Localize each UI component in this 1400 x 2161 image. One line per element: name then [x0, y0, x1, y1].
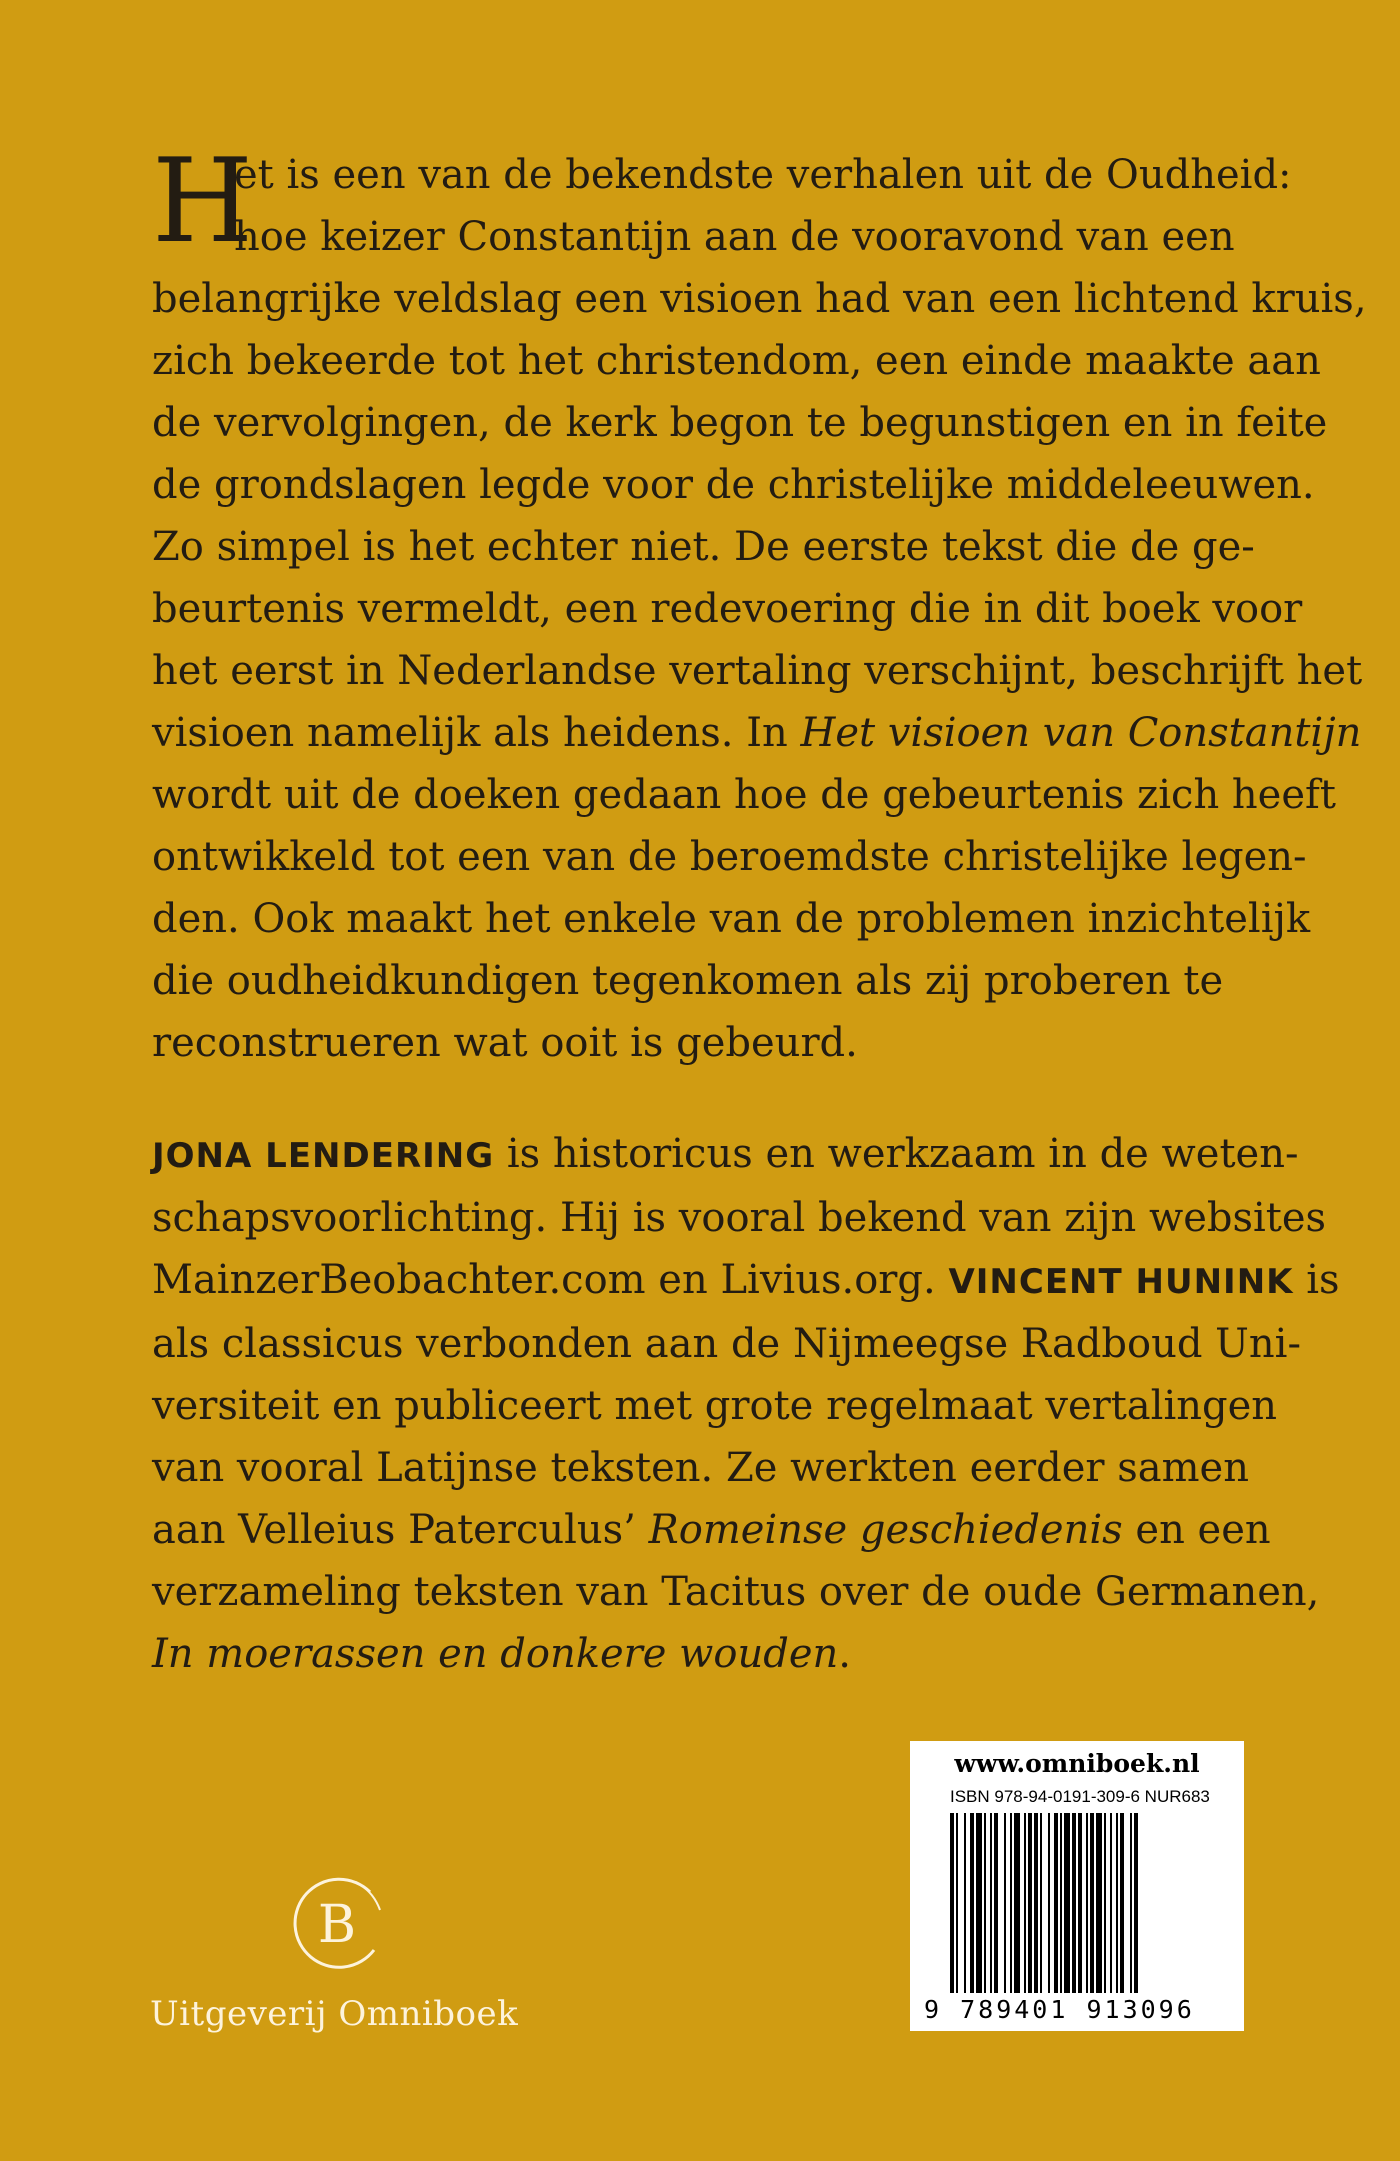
barcode-bar [950, 1813, 954, 1993]
barcode-bar [976, 1813, 982, 1993]
bio-text: is [1293, 1257, 1340, 1303]
barcode-bar [964, 1813, 966, 1993]
blurb-line: hoe keizer Constantijn aan de vooravond van een [234, 214, 1235, 260]
bio-line [152, 1499, 1272, 1561]
bio-line: schapsvoorlichting. Hij is vooral bekend van zijn websites [152, 1195, 1327, 1241]
barcode-bar [1130, 1813, 1132, 1993]
drop-cap: H [152, 134, 254, 269]
blurb-line: et is een van de bekendste verhalen uit de Oudheid: [234, 152, 1292, 198]
barcode-bar [1004, 1813, 1006, 1993]
blurb-line: reconstrueren wat ooit is gebeurd. [152, 1020, 858, 1066]
blurb-line: die oudheidkundigen tegenkomen als zij proberen te [152, 958, 1224, 1004]
barcode-bar [1086, 1813, 1088, 1993]
blurb-line: belangrijke veldslag een visioen had van een lichtend kruis, [152, 276, 1367, 322]
blurb-line: de grondslagen legde voor de christelijke middeleeuwen. [152, 462, 1315, 508]
barcode-bar [1134, 1813, 1138, 1993]
barcode-bar [1078, 1813, 1082, 1993]
book-title: Het visioen van Constantijn [800, 710, 1362, 756]
svg-text:B: B [317, 1895, 357, 1955]
barcode-bar [1104, 1813, 1106, 1993]
blurb-line-text: visioen namelijk als heidens. In [152, 710, 801, 756]
barcode-bar [994, 1813, 998, 1993]
isbn-text: ISBN 978-94-0191-309-6 NUR683 [950, 1787, 1210, 1806]
bio-line [152, 1623, 1272, 1685]
blurb-text [152, 134, 1367, 1074]
blurb-line [152, 702, 1362, 764]
barcode-bar [984, 1813, 986, 1993]
barcode-bar [990, 1813, 992, 1993]
barcode-bar [1110, 1813, 1112, 1993]
barcode-icon [950, 1813, 1204, 1993]
blurb-line: het eerst in Nederlandse vertaling verschijnt, beschrijft het [152, 648, 1363, 694]
blurb-line: ontwikkeld tot een van de beroemdste christelijke legen- [152, 834, 1307, 880]
author-name: JONA LENDERING [152, 1136, 495, 1176]
barcode-bar [1096, 1813, 1102, 1993]
barcode-bar [1028, 1813, 1032, 1993]
bio-text: en een [1122, 1507, 1271, 1553]
publisher-logo-icon [282, 1870, 392, 1984]
bio-text: MainzerBeobachter.com en Livius.org. [152, 1257, 949, 1303]
barcode-bar [1120, 1813, 1124, 1993]
barcode-bar [1010, 1813, 1012, 1993]
blurb-line: Zo simpel is het echter niet. De eerste tekst die de ge- [152, 524, 1255, 570]
barcode-panel [910, 1741, 1244, 2031]
blurb-line: de vervolgingen, de kerk begon te begunstigen en in feite [152, 400, 1328, 446]
barcode-bar [1090, 1813, 1094, 1993]
barcode-bar [1034, 1813, 1038, 1993]
bio-line: verzameling teksten van Tacitus over de oude Germanen, [152, 1569, 1320, 1615]
barcode-bar [1054, 1813, 1058, 1993]
barcode-bar [1060, 1813, 1062, 1993]
barcode-bar [1014, 1813, 1020, 1993]
barcode-bar [1064, 1813, 1070, 1993]
blurb-line: beurtenis vermeldt, een redevoering die in dit boek voor [152, 586, 1303, 632]
book-title: In moerassen en donkere wouden [152, 1631, 839, 1677]
bio-text: is historicus en werkzaam in de weten- [494, 1131, 1299, 1177]
author-name: VINCENT HUNINK [948, 1262, 1294, 1302]
barcode-digits: 9 789401 913096 [924, 1995, 1195, 2024]
barcode-bar [1048, 1813, 1050, 1993]
barcode-bar [1024, 1813, 1026, 1993]
website-url: www.omniboek.nl [954, 1749, 1200, 1778]
barcode-bar [1040, 1813, 1042, 1993]
blurb-line: zich bekeerde tot het christendom, een einde maakte aan [152, 338, 1321, 384]
barcode-bar [970, 1813, 974, 1993]
bio-line: van vooral Latijnse teksten. Ze werkten eerder samen [152, 1445, 1249, 1491]
book-title: Romeinse geschiedenis [648, 1507, 1123, 1553]
bio-line [152, 1123, 1299, 1187]
author-bio [152, 1123, 1340, 1685]
barcode-bar [1116, 1813, 1118, 1993]
blurb-first-lines [152, 134, 1292, 269]
bio-line: als classicus verbonden aan de Nijmeegse Radboud Uni- [152, 1321, 1301, 1367]
blurb-line: den. Ook maakt het enkele van de problemen inzichtelijk [152, 896, 1311, 942]
barcode-bar [1072, 1813, 1076, 1993]
barcode-bar [956, 1813, 958, 1993]
bio-line: versiteit en publiceert met grote regelmaat vertalingen [152, 1383, 1278, 1429]
bio-line [152, 1249, 1340, 1313]
blurb-line: wordt uit de doeken gedaan hoe de gebeurtenis zich heeft [152, 772, 1336, 818]
bio-text: . [838, 1631, 851, 1677]
bio-text: aan Velleius Paterculus’ [152, 1507, 649, 1553]
publisher-name: Uitgeverij Omniboek [150, 1994, 519, 2034]
